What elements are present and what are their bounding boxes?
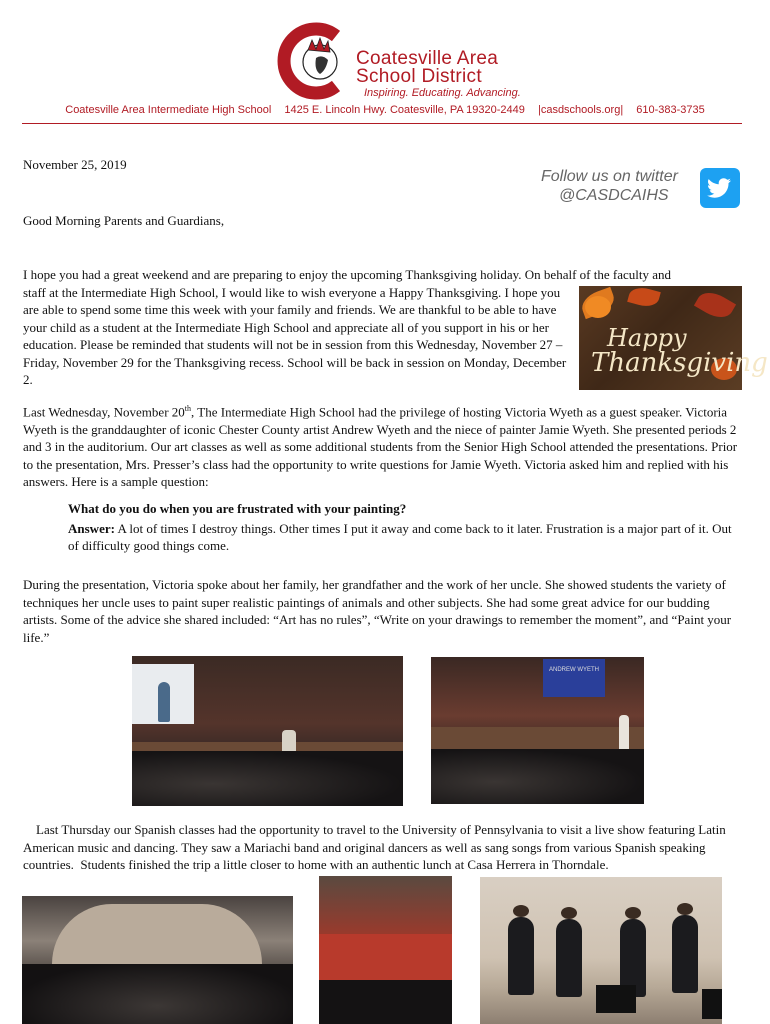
mariachi-performer xyxy=(508,917,534,995)
mariachi-band-photo xyxy=(480,877,722,1024)
school-website-link[interactable]: |casdschools.org| xyxy=(537,104,624,116)
school-address: 1425 E. Lincoln Hwy. Coatesville, PA 19320-2449 xyxy=(284,104,525,116)
thanksgiving-word-text: Thanksgiving xyxy=(591,348,768,378)
school-name: Coatesville Area Intermediate High School xyxy=(65,104,272,116)
pumpkin-decoration xyxy=(585,296,611,318)
letter-greeting: Good Morning Parents and Guardians, xyxy=(23,213,225,228)
paragraph-wyeth-prefix: Last Wednesday, November 20 xyxy=(23,404,185,420)
thanksgiving-happy-text: Happy xyxy=(607,324,687,352)
contact-line xyxy=(0,104,770,116)
district-logo xyxy=(276,22,354,100)
leaf-decoration xyxy=(694,286,736,323)
student-group xyxy=(22,964,293,1024)
auditorium-photo-1 xyxy=(132,656,403,806)
paragraph-presentation: During the presentation, Victoria spoke about her family, her grandfather and the work of her uncle. She showed students the variety of techniques her uncle uses to paint super realistic paintings of animals and other subjects. She had some great advice for our budding artists. Some of the advice she shared included: “Art has no rules”, “Write on your drawings to remember the moment”, and “Paint your life.” xyxy=(23,577,732,645)
paragraph-spanish-trip: Last Thursday our Spanish classes had the opportunity to travel to the University of Pennsylvania to visit a live show featuring Latin American music and dancing. They saw a Mariachi band and original dancers as well as sang songs from various Spanish speaking countries. Students finished the trip a little closer to home with an authentic lunch at Casa Herrera in Thorndale. xyxy=(23,822,729,872)
stage-speaker xyxy=(596,985,636,1013)
district-name-line1: Coatesville Area xyxy=(356,48,499,69)
district-name-line2: School District xyxy=(356,66,482,87)
restaurant-lunch-photo xyxy=(319,876,452,1024)
students-at-table xyxy=(319,980,452,1024)
projection-screen xyxy=(132,664,194,724)
audience-crowd xyxy=(132,751,403,806)
tablecloth xyxy=(319,934,452,980)
speaker-figure xyxy=(158,682,170,722)
mariachi-performer xyxy=(556,919,582,997)
performer-head xyxy=(561,907,577,919)
paragraph-wyeth-visit xyxy=(23,400,745,491)
district-tagline: Inspiring. Educating. Advancing. xyxy=(364,87,521,99)
paragraph-thanksgiving-line1: I hope you had a great weekend and are preparing to enjoy the upcoming Thanksgiving holiday. On behalf of the faculty and xyxy=(23,267,671,282)
letter-date: November 25, 2019 xyxy=(23,157,127,172)
question-text: What do you do when you are frustrated with your painting? xyxy=(68,501,407,516)
leaf-decoration xyxy=(627,284,661,309)
screen-caption: ANDREW WYETH xyxy=(549,667,599,673)
performer-head xyxy=(513,905,529,917)
answer-label: Answer: xyxy=(68,520,115,536)
stage-arch xyxy=(52,904,262,964)
mariachi-performer xyxy=(672,915,698,993)
spanish-class-group-photo xyxy=(22,896,293,1024)
happy-thanksgiving-image xyxy=(579,286,768,390)
sample-question xyxy=(68,500,743,518)
audience-crowd xyxy=(431,749,644,804)
stage-speaker xyxy=(702,989,722,1019)
projection-screen xyxy=(543,659,605,697)
paragraph-thanksgiving-body: staff at the Intermediate High School, I would like to wish everyone a Happy Thanksgiving. I hope you are able to spend some time this week with your family and friends. We are thankful to be able to have your child as a student at the Intermediate High School and appreciate all of you support in his or her education. Please be reminded that students will not be in session from this Wednesday, November 27 – Friday, November 29 for the Thanksgiving recess. School will be back in session on Monday, December 2. xyxy=(23,284,567,387)
paragraph-wyeth-body: , The Intermediate High School had the privilege of hosting Victoria Wyeth as a guest speaker. Victoria Wyeth is the granddaughter of iconic Chester County artist Andrew Wyeth and the niece of painter Jamie Wyeth. She presented periods 2 and 3 in the auditorium. Our art classes as well as some additional students from the Senior High School attended the presentations. Prior to the presentation, Mrs. Presser’s class had the opportunity to write questions for Jamie Wyeth. Victoria asked him and replied with his answers. Here is a sample question: xyxy=(23,404,738,490)
auditorium-photo-2 xyxy=(431,657,644,804)
twitter-follow-text: Follow us on twitter xyxy=(541,168,678,185)
twitter-bird-icon[interactable] xyxy=(700,168,740,208)
performer-head xyxy=(677,903,693,915)
header-divider xyxy=(22,123,742,124)
twitter-handle-link[interactable]: @CASDCAIHS xyxy=(559,187,669,204)
sample-question-block xyxy=(68,500,743,555)
answer-text: A lot of times I destroy things. Other times I put it away and come back to it later. Frustration is a major part of it. Out of difficulty good things come. xyxy=(68,520,732,553)
performer-head xyxy=(625,907,641,919)
twitter-bird-glyph xyxy=(700,168,740,208)
presenter-figure xyxy=(282,730,296,752)
school-phone: 610-383-3735 xyxy=(636,104,705,116)
sample-answer xyxy=(68,520,743,555)
date-ordinal-suffix: th xyxy=(184,404,192,413)
